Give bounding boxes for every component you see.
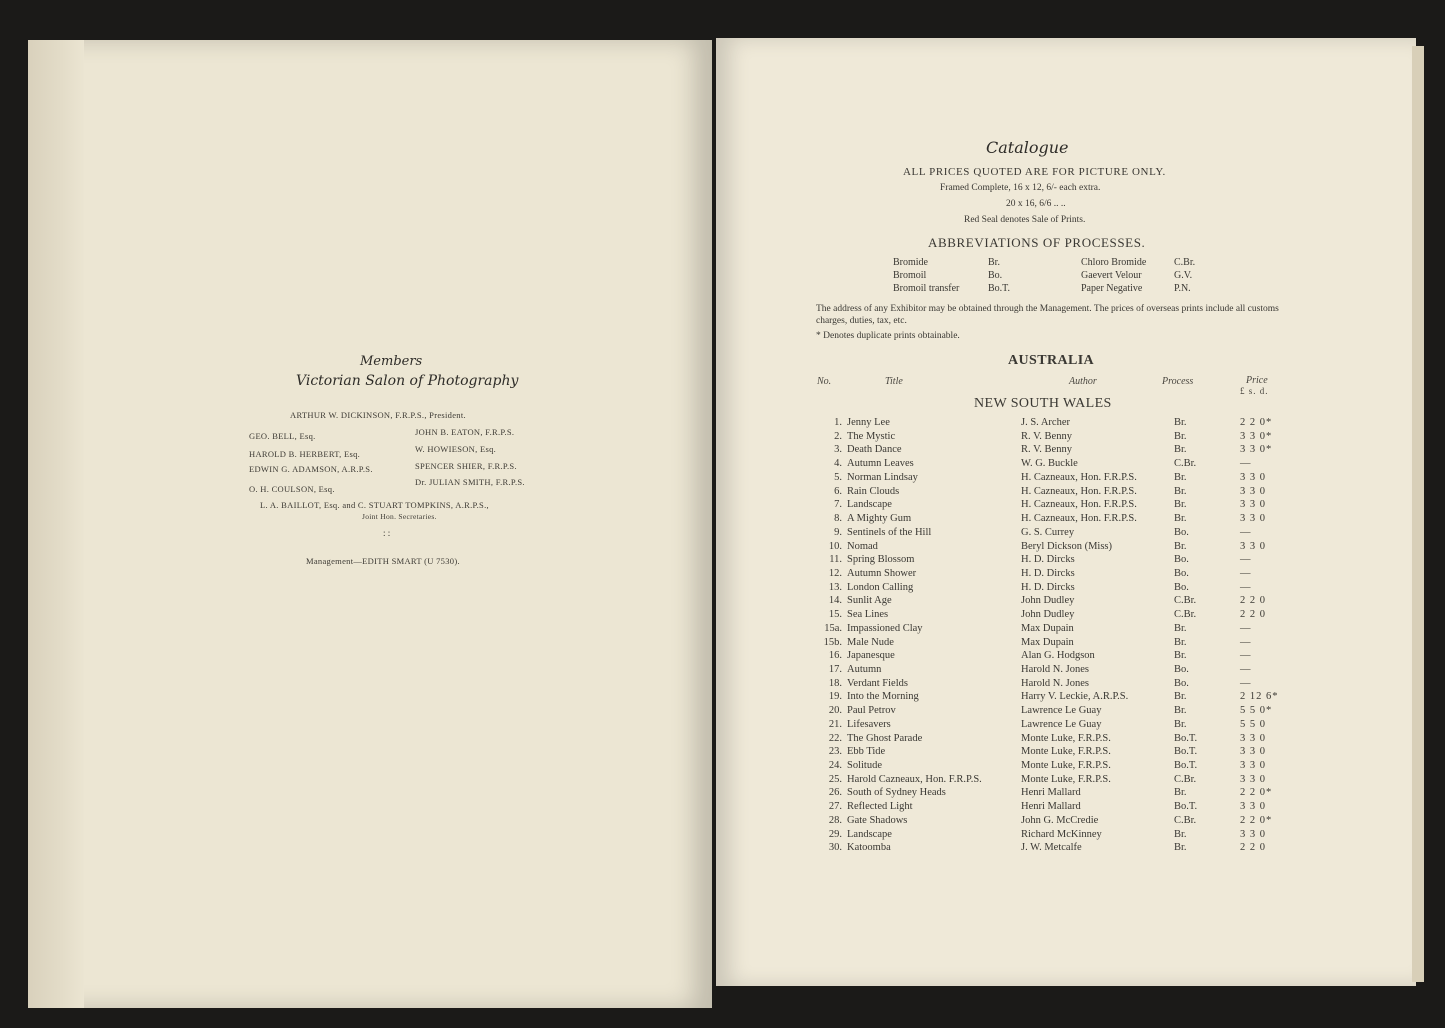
entry-price: — (1240, 650, 1252, 662)
entry-number: 30. (828, 842, 842, 854)
table-row (0, 829, 1445, 842)
entry-number: 16. (828, 650, 842, 662)
entry-author: Harold N. Jones (1021, 664, 1089, 675)
entry-title: Landscape (847, 499, 892, 511)
entry-price: 2 2 0 (1240, 609, 1266, 621)
table-row (0, 609, 1445, 622)
entry-author: Monte Luke, F.R.P.S. (1021, 773, 1111, 785)
entry-price: 2 2 0 (1240, 595, 1266, 607)
entry-price: 3 3 0 (1240, 513, 1266, 524)
table-row (0, 472, 1445, 485)
table-row (0, 760, 1445, 773)
members-subtitle: Victorian Salon of Photography (296, 373, 519, 389)
entry-title: Japanesque (847, 650, 895, 662)
entry-process: Bo. (1174, 677, 1189, 689)
table-row (0, 801, 1445, 814)
entry-title: Gate Shadows (847, 814, 908, 826)
entry-process: Bo. (1174, 567, 1189, 579)
entry-price: 3 3 0 (1240, 801, 1266, 813)
entry-author: Harold N. Jones (1021, 677, 1089, 689)
entry-title: Rain Clouds (847, 485, 900, 497)
entry-title: Spring Blossom (847, 554, 915, 566)
entry-process: Br. (1174, 499, 1187, 511)
entry-price: 3 3 0 (1240, 732, 1266, 744)
abbr-code: Bo.T. (988, 283, 1011, 294)
member-entry: HAROLD B. HERBERT, Esq. (249, 449, 361, 459)
entry-number: 21. (828, 718, 842, 730)
framed-note-1: Framed Complete, 16 x 12, 6/- each extra. (940, 183, 1101, 193)
entry-author: R. V. Benny (1021, 444, 1072, 456)
entry-title: Death Dance (847, 444, 902, 456)
entry-number: 2. (834, 430, 842, 442)
entry-process: Br. (1174, 636, 1187, 648)
entry-author: Richard McKinney (1021, 828, 1102, 840)
entry-author: H. D. Dircks (1021, 567, 1075, 579)
entry-process: C.Br. (1174, 773, 1197, 785)
entry-price: — (1240, 526, 1252, 538)
entry-title: Landscape (847, 828, 892, 840)
entry-title: Autumn (847, 664, 882, 675)
table-row (0, 705, 1445, 718)
entry-price: — (1240, 581, 1252, 593)
entry-author: Monte Luke, F.R.P.S. (1021, 746, 1111, 758)
entry-title: The Ghost Parade (847, 732, 923, 744)
entry-number: 9. (834, 526, 842, 538)
table-row (0, 513, 1445, 526)
entry-title: Norman Lindsay (847, 471, 918, 483)
entry-price: 2 2 0 (1240, 842, 1266, 854)
catalogue-title: Catalogue (986, 138, 1069, 157)
entry-number: 22. (828, 732, 842, 744)
column-header-process: Process (1162, 376, 1194, 387)
entry-title: The Mystic (847, 430, 896, 442)
entry-number: 3. (834, 444, 842, 456)
entry-author: R. V. Benny (1021, 430, 1072, 442)
entry-price: 3 3 0 (1240, 540, 1266, 552)
entry-process: Br. (1174, 485, 1187, 497)
entry-process: Br. (1174, 430, 1187, 442)
entry-title: Harold Cazneaux, Hon. F.R.P.S. (847, 773, 982, 785)
members-title: Members (360, 354, 423, 369)
entry-author: Lawrence Le Guay (1021, 718, 1102, 730)
entry-title: Sea Lines (847, 609, 889, 621)
entry-author: Lawrence Le Guay (1021, 705, 1102, 717)
entry-price: 5 5 0* (1240, 705, 1273, 717)
member-entry: EDWIN G. ADAMSON, A.R.P.S. (249, 464, 373, 474)
table-row (0, 458, 1445, 471)
table-row (0, 746, 1445, 759)
entry-price: — (1240, 622, 1252, 634)
entry-price: 3 3 0 (1240, 471, 1266, 483)
abbr-name: Chloro Bromide (1081, 257, 1147, 268)
entry-process: Br. (1174, 842, 1187, 854)
table-row (0, 582, 1445, 595)
abbr-name: Bromoil (893, 270, 927, 281)
abbr-name: Gaevert Velour (1081, 270, 1142, 281)
entry-price: 2 12 6* (1240, 691, 1279, 703)
entry-number: 29. (828, 828, 842, 840)
entry-author: H. D. Dircks (1021, 581, 1075, 593)
entry-author: G. S. Currey (1021, 526, 1075, 538)
entry-title: South of Sydney Heads (847, 787, 946, 799)
column-header-no: No. (817, 376, 832, 387)
entry-author: H. Cazneaux, Hon. F.R.P.S. (1021, 513, 1137, 524)
table-row (0, 637, 1445, 650)
member-secretaries-title: Joint Hon. Secretaries. (362, 512, 437, 521)
entry-title: Jenny Lee (847, 417, 890, 428)
entry-number: 8. (834, 513, 842, 524)
entry-process: C.Br. (1174, 458, 1197, 470)
entry-title: Ebb Tide (847, 746, 886, 758)
entry-price: 3 3 0 (1240, 773, 1266, 785)
abbr-code: G.V. (1174, 270, 1193, 281)
framed-note-2: 20 x 16, 6/6 .. .. (1006, 199, 1066, 209)
entry-number: 4. (834, 458, 842, 470)
entry-process: Bo. (1174, 526, 1189, 538)
entry-price: 3 3 0* (1240, 430, 1273, 442)
table-row (0, 678, 1445, 691)
management-line: Management—EDITH SMART (U 7530). (306, 556, 460, 566)
entry-number: 6. (834, 485, 842, 497)
column-header-author: Author (1069, 376, 1097, 387)
entry-author: W. G. Buckle (1021, 458, 1078, 470)
entry-title: Paul Petrov (847, 705, 896, 717)
entry-title: Male Nude (847, 636, 894, 648)
entry-process: C.Br. (1174, 609, 1197, 621)
entry-author: J. S. Archer (1021, 417, 1070, 428)
entry-title: Solitude (847, 760, 883, 771)
table-row (0, 733, 1445, 746)
entry-author: Harry V. Leckie, A.R.P.S. (1021, 691, 1129, 703)
entry-price: — (1240, 636, 1252, 648)
duplicate-note: * Denotes duplicate prints obtainable. (816, 331, 960, 341)
table-row (0, 650, 1445, 663)
state-heading: NEW SOUTH WALES (974, 396, 1112, 411)
entry-author: Max Dupain (1021, 622, 1074, 634)
table-row (0, 595, 1445, 608)
table-row (0, 774, 1445, 787)
entry-number: 1. (834, 417, 842, 428)
entry-price: — (1240, 567, 1252, 579)
entry-title: London Calling (847, 581, 914, 593)
entry-author: John Dudley (1021, 595, 1075, 607)
entry-price: 3 3 0 (1240, 746, 1266, 758)
entry-process: Bo.T. (1174, 732, 1198, 744)
entry-number: 23. (828, 746, 842, 758)
entry-price: 5 5 0 (1240, 718, 1266, 730)
member-entry: Dr. JULIAN SMITH, F.R.P.S. (415, 477, 525, 487)
entry-author: H. Cazneaux, Hon. F.R.P.S. (1021, 499, 1137, 511)
entry-author: Henri Mallard (1021, 787, 1081, 799)
entry-number: 17. (828, 664, 842, 675)
entry-author: Monte Luke, F.R.P.S. (1021, 760, 1111, 771)
member-entry: SPENCER SHIER, F.R.P.S. (415, 461, 517, 471)
entry-number: 10. (828, 540, 842, 552)
entry-title: Autumn Shower (847, 567, 917, 579)
entry-process: Bo.T. (1174, 801, 1198, 813)
entry-author: John Dudley (1021, 609, 1075, 621)
abbr-code: P.N. (1174, 283, 1191, 294)
entry-number: 25. (828, 773, 842, 785)
table-row (0, 568, 1445, 581)
entry-process: Br. (1174, 471, 1187, 483)
entry-process: Br. (1174, 444, 1187, 456)
table-row (0, 815, 1445, 828)
entry-number: 15. (828, 609, 842, 621)
member-entry: O. H. COULSON, Esq. (249, 484, 335, 494)
member-entry: JOHN B. EATON, F.R.P.S. (415, 427, 515, 437)
entry-number: 11. (829, 554, 842, 566)
entry-title: A Mighty Gum (847, 513, 912, 524)
column-header-title: Title (885, 376, 903, 387)
abbr-code: Br. (988, 257, 1000, 268)
entry-price: 3 3 0* (1240, 444, 1273, 456)
entry-number: 5. (834, 471, 842, 483)
prices-note: ALL PRICES QUOTED ARE FOR PICTURE ONLY. (903, 166, 1166, 178)
entry-number: 7. (834, 499, 842, 511)
entry-author: H. Cazneaux, Hon. F.R.P.S. (1021, 485, 1137, 497)
entry-process: Br. (1174, 650, 1187, 662)
entry-process: Br. (1174, 828, 1187, 840)
entry-number: 27. (828, 801, 842, 813)
member-entry: GEO. BELL, Esq. (249, 431, 316, 441)
entry-price: — (1240, 554, 1252, 566)
entry-price: — (1240, 677, 1252, 689)
address-note: The address of any Exhibitor may be obtained through the Management. The prices of overseas prints include all customs charges, duties, tax, etc. (816, 304, 1279, 326)
entry-author: Monte Luke, F.R.P.S. (1021, 732, 1111, 744)
entry-title: Lifesavers (847, 718, 891, 730)
entry-number: 15b. (823, 636, 842, 648)
entry-title: Reflected Light (847, 801, 913, 813)
entry-author: H. Cazneaux, Hon. F.R.P.S. (1021, 471, 1137, 483)
entry-number: 24. (828, 760, 842, 771)
table-row (0, 554, 1445, 567)
table-row (0, 691, 1445, 704)
member-president: ARTHUR W. DICKINSON, F.R.P.S., President. (290, 410, 466, 420)
abbr-name: Paper Negative (1081, 283, 1143, 294)
entry-price: 3 3 0 (1240, 499, 1266, 511)
entry-number: 20. (828, 705, 842, 717)
entry-title: Sentinels of the Hill (847, 526, 932, 538)
entry-title: Katoomba (847, 842, 891, 854)
entry-process: Bo. (1174, 664, 1189, 675)
table-row (0, 527, 1445, 540)
entry-process: Br. (1174, 705, 1187, 717)
table-row (0, 664, 1445, 677)
table-row (0, 486, 1445, 499)
entry-process: Br. (1174, 691, 1187, 703)
entry-price: 3 3 0 (1240, 485, 1266, 497)
abbr-code: C.Br. (1174, 257, 1196, 268)
entry-process: Bo. (1174, 581, 1189, 593)
entry-number: 18. (828, 677, 842, 689)
entry-process: C.Br. (1174, 814, 1197, 826)
entry-author: Henri Mallard (1021, 801, 1081, 813)
entry-process: C.Br. (1174, 595, 1197, 607)
red-seal-note: Red Seal denotes Sale of Prints. (964, 215, 1086, 225)
table-row (0, 623, 1445, 636)
entry-price: — (1240, 458, 1252, 470)
country-heading: AUSTRALIA (1008, 353, 1095, 368)
entry-author: Max Dupain (1021, 636, 1074, 648)
entry-price: 2 2 0* (1240, 417, 1273, 428)
table-row (0, 444, 1445, 457)
entry-price: 2 2 0* (1240, 787, 1273, 799)
entry-number: 14. (828, 595, 842, 607)
entry-author: Alan G. Hodgson (1021, 650, 1095, 662)
entry-process: Br. (1174, 540, 1187, 552)
entry-number: 26. (828, 787, 842, 799)
table-row (0, 842, 1445, 855)
separator: : : (383, 528, 391, 538)
entry-process: Br. (1174, 417, 1187, 428)
abbr-name: Bromide (893, 257, 928, 268)
entry-author: Beryl Dickson (Miss) (1021, 540, 1112, 552)
column-header-price-units: £ s. d. (1240, 386, 1269, 396)
entry-price: 3 3 0 (1240, 760, 1266, 771)
entry-price: — (1240, 664, 1252, 675)
entry-title: Autumn Leaves (847, 458, 914, 470)
entry-process: Bo.T. (1174, 746, 1198, 758)
member-entry: W. HOWIESON, Esq. (415, 444, 497, 454)
entry-title: Nomad (847, 540, 878, 552)
entry-process: Bo.T. (1174, 760, 1198, 771)
entry-number: 19. (828, 691, 842, 703)
abbreviations-heading: ABBREVIATIONS OF PROCESSES. (928, 235, 1146, 250)
entry-process: Br. (1174, 513, 1187, 524)
column-header-price: Price (1246, 375, 1268, 386)
entry-author: John G. McCredie (1021, 814, 1099, 826)
table-row (0, 787, 1445, 800)
table-row (0, 431, 1445, 444)
entry-price: 3 3 0 (1240, 828, 1266, 840)
entry-author: H. D. Dircks (1021, 554, 1075, 566)
entry-number: 12. (828, 567, 842, 579)
table-row (0, 417, 1445, 430)
table-row (0, 719, 1445, 732)
entry-process: Br. (1174, 622, 1187, 634)
entry-number: 28. (828, 814, 842, 826)
entry-process: Br. (1174, 787, 1187, 799)
entry-number: 15a. (824, 622, 842, 634)
entry-process: Br. (1174, 718, 1187, 730)
table-row (0, 499, 1445, 512)
entry-price: 2 2 0* (1240, 814, 1273, 826)
abbr-name: Bromoil transfer (893, 283, 960, 294)
member-secretaries: L. A. BAILLOT, Esq. and C. STUART TOMPKINS, A.R.P.S., (260, 500, 489, 510)
entry-process: Bo. (1174, 554, 1189, 566)
entry-title: Impassioned Clay (847, 622, 923, 634)
entry-number: 13. (828, 581, 842, 593)
entry-title: Into the Morning (847, 691, 919, 703)
entry-title: Verdant Fields (847, 677, 908, 689)
table-row (0, 541, 1445, 554)
entry-title: Sunlit Age (847, 595, 892, 607)
abbr-code: Bo. (988, 270, 1003, 281)
entry-author: J. W. Metcalfe (1021, 842, 1082, 854)
